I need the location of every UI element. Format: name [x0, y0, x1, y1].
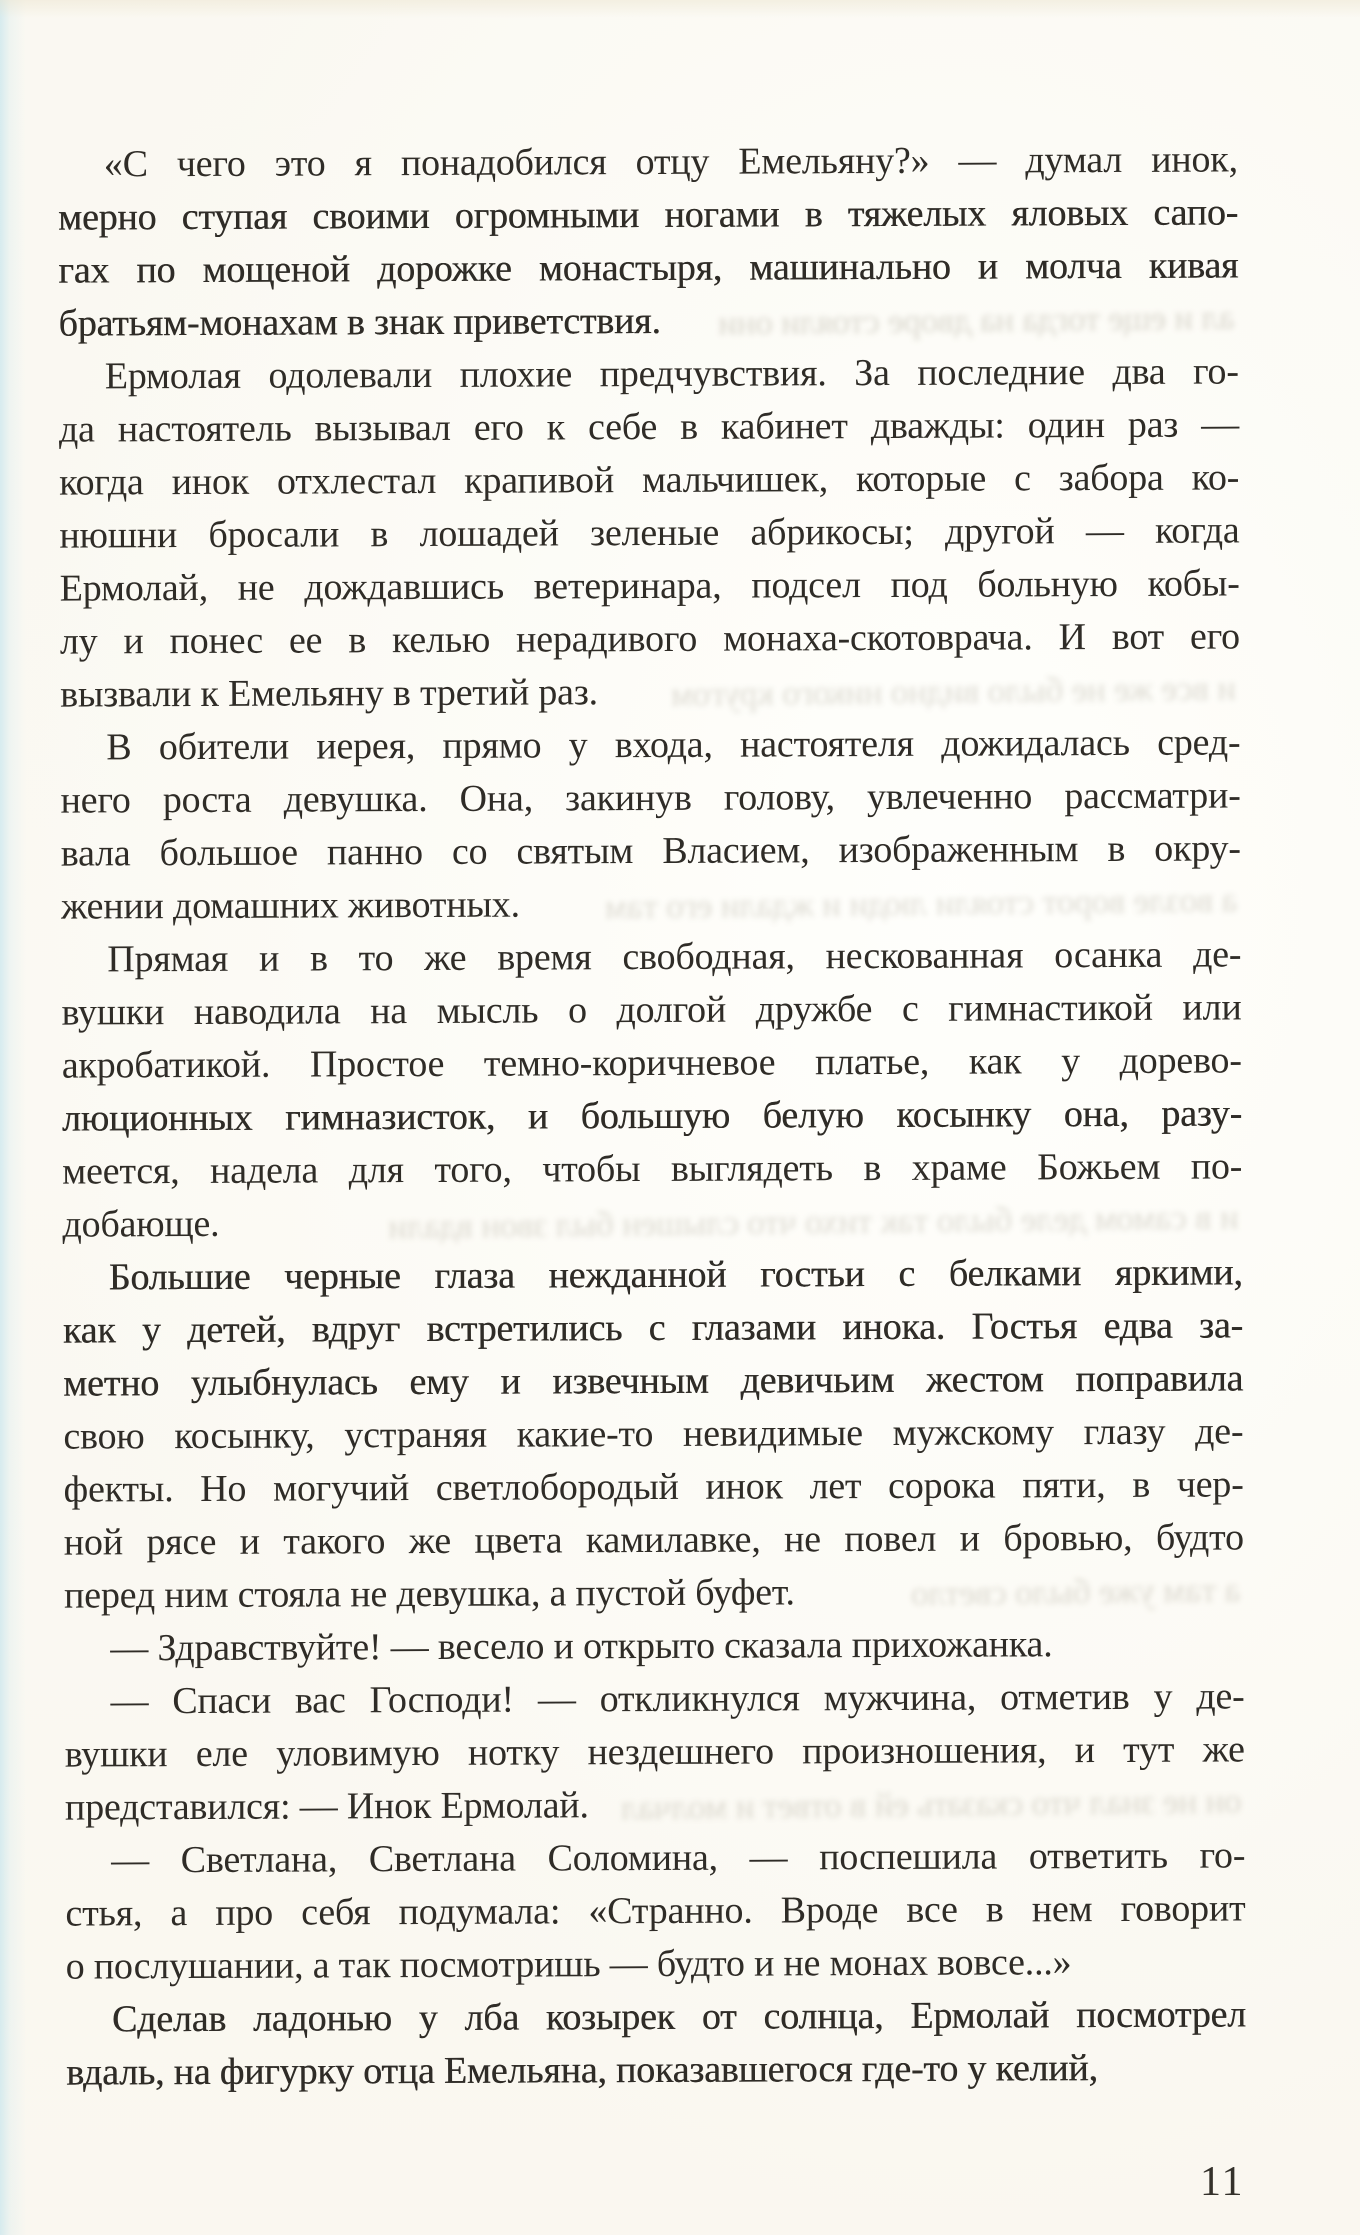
text-line: свою косынку, устраняя какие-то невидимые мужскому глазу де- — [63, 1410, 1244, 1458]
text-line: Ермолай, не дождавшись ветеринара, подсел под больную кобы- — [59, 562, 1240, 610]
text-line: «С чего это я понадобился отцу Емельяну?» — думал инок, — [103, 138, 1238, 186]
text-line: как у детей, вдруг встретились с глазами инока. Гостья едва за- — [62, 1304, 1244, 1352]
text-line: Прямая и в то же время свободная, нескованная осанка де- — [107, 933, 1242, 981]
text-line: вушки наводила на мысль о долгой дружбе с гимнастикой или — [61, 986, 1242, 1034]
text-line: Ермолая одолевали плохие предчувствия. За последние два го- — [104, 350, 1239, 398]
text-line: лу и понес ее в келью нерадивого монаха-скотоврача. И вот его — [59, 615, 1241, 663]
scan-edge-tint-left — [0, 0, 26, 2235]
bleedthrough-ghost: и в самом деле было так тихо что слышен был звон вдали — [388, 1197, 1239, 1247]
text-line: В обители иерея, прямо у входа, настоятеля дожидалась сред- — [106, 721, 1241, 769]
text-line: метно улыбнулась ему и извечным девичьим жестом поправила — [63, 1357, 1244, 1405]
bleedthrough-ghost: а там уже было светло — [910, 1570, 1241, 1614]
page-number: 11 — [1200, 2159, 1245, 2205]
text-line: люционных гимназисток, и большую белую косынку она, разу- — [61, 1092, 1243, 1140]
text-line: нюшни бросали в лошадей зеленые абрикосы; другой — когда — [59, 509, 1240, 557]
text-line: да настоятель вызывал его к себе в кабинет дважды: один раз — — [58, 403, 1240, 451]
text-line: перед ним стояла не девушка, а пустой буфет. а там уже было светло — [63, 1570, 1241, 1617]
text-line: о послушании, а так посмотришь — будто и не монах вовсе...» — [65, 1941, 1072, 1988]
text-line: вдаль, на фигурку отца Емельяна, показавшегося где-то у келий, — [66, 2047, 1098, 2094]
page-text — [58, 133, 1247, 2099]
text-line: — Светлана, Светлана Соломина, — поспешила ответить го- — [111, 1834, 1246, 1882]
text-line: мерно ступая своими огромными ногами в тяжелых яловых сапо- — [57, 191, 1239, 239]
text-line: когда инок отхлестал крапивой мальчишек, которые с забора ко- — [59, 456, 1240, 504]
text-line: жении домашних животных. а возле ворот стояли люди и ждали его там — [60, 880, 1238, 928]
text-line: вала большое панно со святым Власием, изображенным в окру- — [60, 827, 1241, 875]
text-line: Большие черные глаза нежданной гостьи с белками яркими, — [108, 1251, 1243, 1299]
text-line: гах по мощеной дорожке монастыря, машинально и молча кивая — [58, 244, 1239, 292]
scan-edge-tint-top — [0, 0, 1360, 18]
bleedthrough-ghost: а возле ворот стояли люди и ждали его там — [604, 880, 1238, 927]
text-line: представился: — Инок Ермолай. он не знал что сказать ей в ответ и молчал — [64, 1781, 1242, 1829]
text-line: — Спаси вас Господи! — откликнулся мужчина, отметив у де- — [110, 1675, 1245, 1723]
text-line: вушки еле уловимую нотку нездешнего произношения, и тут же — [64, 1728, 1245, 1776]
text-line: добающе. и в самом деле было так тихо что слышен был звон вдали — [62, 1197, 1239, 1247]
text-line: акробатикой. Простое темно-коричневое платье, как у дорево- — [61, 1039, 1242, 1087]
text-line: Сделав ладонью у лба козырек от солнца, Ермолай посмотрел — [111, 1993, 1247, 2041]
text-line: вызвали к Емельяну в третий раз. и все же не было видно никого кругом — [60, 668, 1237, 716]
bleedthrough-ghost: ал и еще тогда на дворе стояли они — [718, 297, 1235, 343]
text-line: меется, надела для того, чтобы выглядеть в храме Божьем по- — [62, 1145, 1243, 1193]
text-line: братьям-монахам в знак приветствия. ал и еще тогда на дворе стояли они — [58, 297, 1235, 345]
text-line: — Здравствуйте! — весело и открыто сказала прихожанка. — [110, 1623, 1053, 1670]
bleedthrough-ghost: он не знал что сказать ей в ответ и молчал — [620, 1781, 1242, 1828]
text-line: ной рясе и такого же цвета камилавке, не повел и бровью, будто — [63, 1516, 1244, 1564]
text-line: стья, а про себя подумала: «Странно. Вроде все в нем говорит — [65, 1887, 1246, 1935]
text-line: фекты. Но могучий светлобородый инок лет сорока пяти, в чер- — [63, 1463, 1244, 1511]
bleedthrough-ghost: и все же не было видно никого кругом — [671, 668, 1237, 714]
text-line: него роста девушка. Она, закинув голову, увлеченно рассматри- — [60, 774, 1241, 822]
